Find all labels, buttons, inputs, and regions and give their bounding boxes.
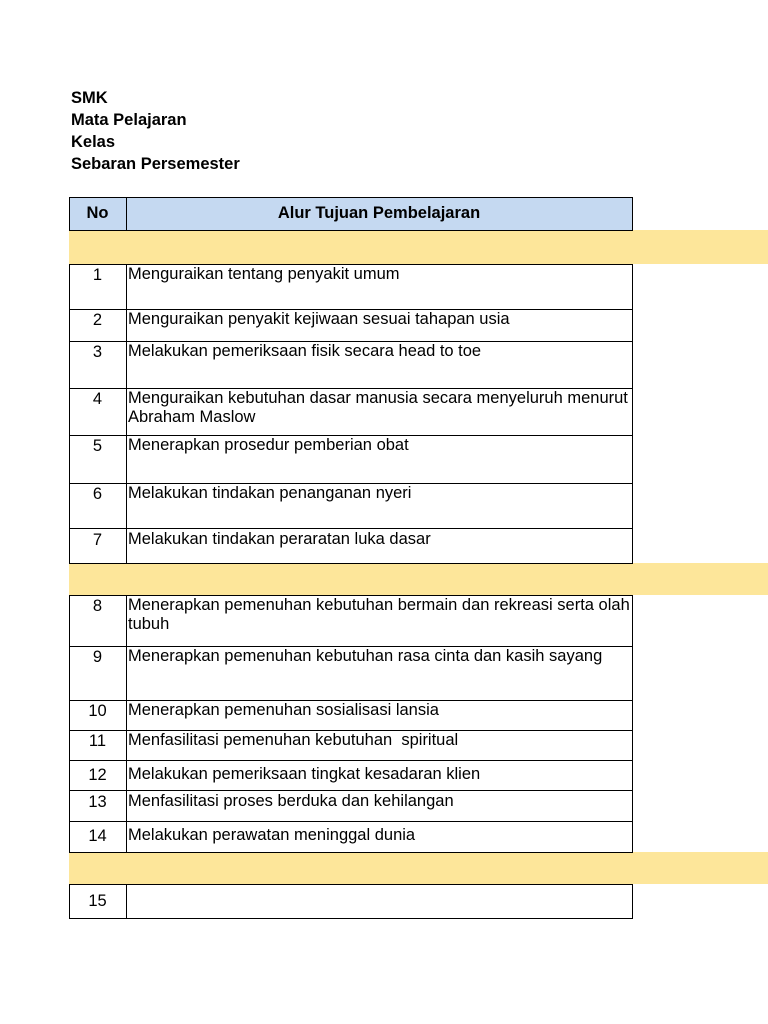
- row-number: 3: [92, 343, 103, 361]
- section-band: [69, 563, 768, 595]
- subject-label: Mata Pelajaran: [71, 111, 187, 129]
- column-divider: [126, 197, 127, 230]
- document-header: [71, 87, 240, 175]
- objective-text: Menerapkan pemenuhan sosialisasi lansia: [128, 701, 439, 719]
- objective-text: [126, 889, 630, 891]
- column-header-objective: Alur Tujuan Pembelajaran: [126, 197, 632, 230]
- row-number: 5: [92, 437, 103, 455]
- objective-text: Menerapkan pemenuhan kebutuhan rasa cinta dan kasih sayang: [128, 647, 603, 665]
- column-header-no: No: [69, 197, 126, 230]
- objective-text: Menerapkan prosedur pemberian obat: [128, 436, 409, 454]
- objective-text: Menguraikan penyakit kejiwaan sesuai tahapan usia: [128, 310, 510, 328]
- row-number: 8: [92, 597, 103, 615]
- objective-text: Melakukan perawatan meninggal dunia: [128, 826, 416, 844]
- row-number: 1: [92, 266, 103, 284]
- objective-text: Melakukan tindakan penanganan nyeri: [128, 484, 412, 502]
- objective-text: Menfasilitasi proses berduka dan kehilangan: [128, 792, 454, 810]
- row-number: 12: [88, 766, 107, 784]
- objective-text: Menerapkan pemenuhan kebutuhan bermain dan rekreasi serta olah tubuh: [128, 596, 635, 633]
- objective-text: Menguraikan kebutuhan dasar manusia secara menyeluruh menurut Abraham Maslow: [128, 389, 632, 426]
- school-label: SMK: [71, 89, 108, 107]
- class-label: Kelas: [71, 133, 116, 151]
- row-number: 4: [92, 390, 103, 408]
- row-number: 13: [88, 793, 107, 811]
- row-number: 2: [92, 311, 103, 329]
- section-band: [69, 230, 768, 264]
- row-number: 15: [88, 892, 107, 910]
- table-border: [69, 197, 633, 231]
- objective-text: Melakukan pemeriksaan fisik secara head to toe: [128, 342, 482, 360]
- section-band: [69, 852, 768, 884]
- objective-text: Menfasilitasi pemenuhan kebutuhan spiritual: [128, 731, 459, 749]
- objective-text: Melakukan pemeriksaan tingkat kesadaran klien: [128, 765, 481, 783]
- semester-label: Sebaran Persemester: [71, 155, 240, 173]
- row-divider: [69, 760, 633, 761]
- row-number: 7: [92, 531, 103, 549]
- row-number: 10: [88, 702, 107, 720]
- objective-text: Menguraikan tentang penyakit umum: [128, 265, 400, 283]
- objective-text: Melakukan tindakan peraratan luka dasar: [128, 530, 431, 548]
- row-divider: [69, 230, 633, 231]
- row-divider: [69, 821, 633, 822]
- row-number: 9: [92, 648, 103, 666]
- row-number: 11: [88, 732, 107, 750]
- row-number: 6: [92, 485, 103, 503]
- row-number: 14: [88, 827, 107, 845]
